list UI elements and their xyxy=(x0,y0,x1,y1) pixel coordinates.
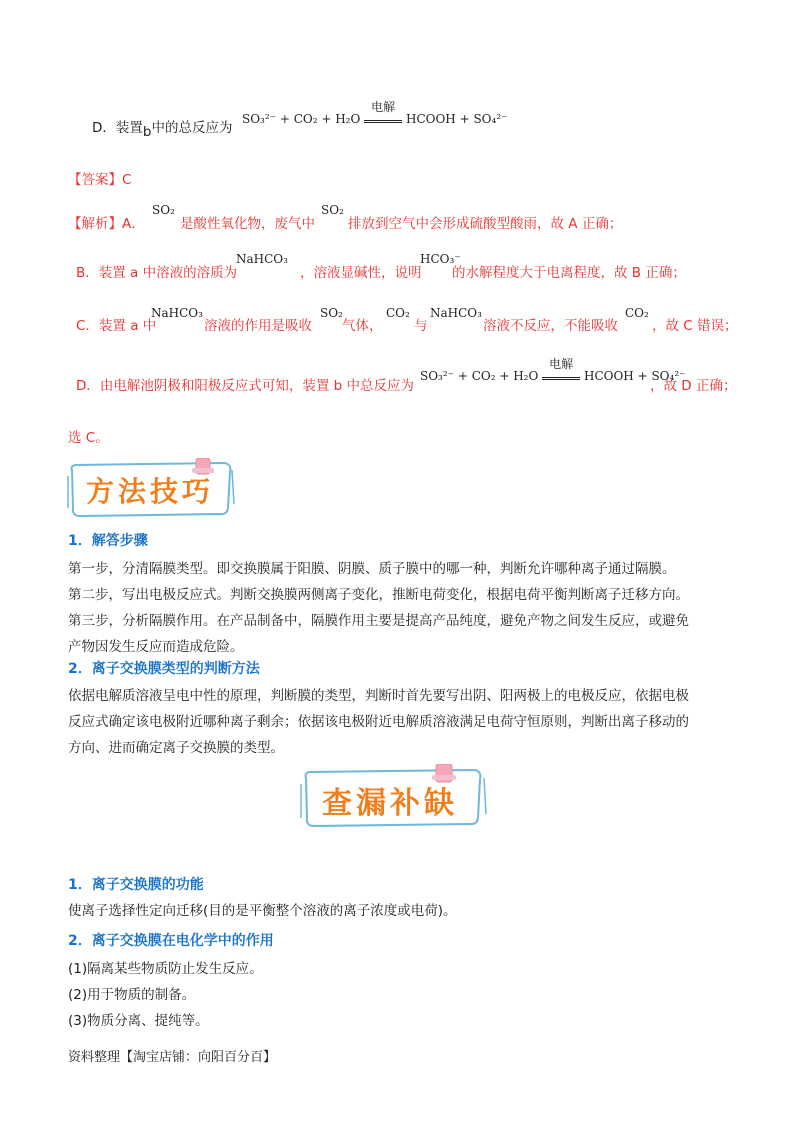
formula-hco3: HCO₃⁻ xyxy=(420,252,461,266)
option-d-mid: 中的总反应为 xyxy=(151,120,233,136)
step-2: 第二步，写出电极反应式。判断交换膜两侧离子变化，推断电荷变化，根据电荷平衡判断离子迁移方向。 xyxy=(68,587,689,603)
formula-nahco3-c2: NaHCO₃ xyxy=(430,306,482,320)
formula-nahco3-b: NaHCO₃ xyxy=(236,252,288,266)
step-1: 第一步，分清隔膜类型。即交换膜属于阳膜、阴膜、质子膜中的哪一种，判断允许哪种离子通过隔膜。 xyxy=(68,561,676,577)
analysis-line-3-end: ，故 C 错误； xyxy=(652,318,738,334)
section3-text: 使离子选择性定向迁移(目的是平衡整个溶液的离子浓度或电荷)。 xyxy=(68,903,457,919)
analysis-line-4-end: ，故 D 正确； xyxy=(650,378,737,394)
section-heading-function: 1．离子交换膜的功能 xyxy=(68,877,204,893)
line4-eq-right: HCOOH + SO₄²⁻ xyxy=(583,369,686,383)
section2-body xyxy=(68,683,738,761)
analysis-prefix: 【解析】A． xyxy=(68,216,145,232)
line4-eq-cond: 电解 xyxy=(549,357,574,371)
analysis-line-2-mid: ，溶液显碱性，说明 xyxy=(300,265,422,281)
option-d xyxy=(92,118,232,138)
section2-line-2: 反应式确定该电极附近哪种离子剩余；依据该电极附近电解质溶液满足电荷守恒原则，判断出离子移动的 xyxy=(68,714,689,730)
analysis-line-4-equation xyxy=(420,357,686,383)
list-item: (2)用于物质的制备。 xyxy=(68,987,196,1003)
analysis-conclusion: 选 C。 xyxy=(68,430,109,446)
analysis-line-1 xyxy=(68,214,145,234)
section-heading-steps: 1．解答步骤 xyxy=(68,533,148,549)
analysis-line-2-end: 的水解程度大于电离程度，故 B 正确； xyxy=(452,265,686,281)
formula-so2-b: SO₂ xyxy=(321,203,344,217)
answer-label: 【答案】C xyxy=(68,172,132,188)
banner-method-tips-title: 方法技巧 xyxy=(86,475,215,508)
formula-co2-c1: CO₂ xyxy=(386,306,410,320)
formula-nahco3-c1: NaHCO₃ xyxy=(151,306,203,320)
banner-fill-gaps-title: 查漏补缺 xyxy=(322,786,458,821)
list-item: (1)隔离某些物质防止发生反应。 xyxy=(68,961,263,977)
option-d-b: b xyxy=(142,124,152,140)
formula-so2-c: SO₂ xyxy=(320,306,343,320)
option-d-eq-left: SO₃²⁻ + CO₂ + H₂O xyxy=(242,112,361,126)
section-heading-role: 2．离子交换膜在电化学中的作用 xyxy=(68,933,274,949)
banner-fill-gaps xyxy=(296,764,488,830)
option-d-label: D．装置 xyxy=(92,120,143,136)
section4-list xyxy=(68,956,263,1034)
option-d-eq-cond: 电解 xyxy=(371,100,396,114)
section1-body xyxy=(68,556,738,660)
formula-co2-c2: CO₂ xyxy=(625,306,649,320)
option-d-equation xyxy=(242,100,508,126)
line4-eq-left: SO₃²⁻ + CO₂ + H₂O xyxy=(420,369,539,383)
section-heading-judge: 2．离子交换膜类型的判断方法 xyxy=(68,661,260,677)
analysis-line-1-mid: 是酸性氧化物，废气中 xyxy=(180,216,315,232)
option-d-eq-right: HCOOH + SO₄²⁻ xyxy=(405,112,508,126)
line4-eq-arrow xyxy=(542,357,580,380)
analysis-line-3-mid1: 溶液的作用是吸收 xyxy=(204,318,312,334)
analysis-line-3-mid3: 与 xyxy=(414,318,428,334)
analysis-line-3-mid2: 气体， xyxy=(342,318,383,334)
analysis-line-1-end: 排放到空气中会形成硫酸型酸雨，故 A 正确； xyxy=(348,216,623,232)
footer-text: 资料整理【淘宝店铺：向阳百分百】 xyxy=(68,1050,277,1065)
analysis-line-2-prefix: B．装置 a 中溶液的溶质为 xyxy=(76,265,238,281)
banner-method-tips xyxy=(64,458,236,520)
option-d-eq-arrow xyxy=(364,100,402,123)
list-item: (3)物质分离、提纯等。 xyxy=(68,1013,209,1029)
formula-so2-a: SO₂ xyxy=(152,203,175,217)
analysis-line-3-mid4: 溶液不反应，不能吸收 xyxy=(483,318,618,334)
analysis-line-3-prefix: C．装置 a 中 xyxy=(76,318,157,334)
section2-line-1: 依据电解质溶液呈电中性的原理，判断膜的类型，判断时首先要写出阴、阳两极上的电极反应，依据电极 xyxy=(68,688,689,704)
step-3a: 第三步，分析隔膜作用。在产品制备中，隔膜作用主要是提高产品纯度，避免产物之间发生反应，或避免 xyxy=(68,613,689,629)
analysis-line-4-prefix: D．由电解池阴极和阳极反应式可知，装置 b 中总反应为 xyxy=(76,378,415,394)
section2-line-3: 方向、进而确定离子交换膜的类型。 xyxy=(68,740,284,756)
step-3b: 产物因发生反应而造成危险。 xyxy=(68,639,244,655)
